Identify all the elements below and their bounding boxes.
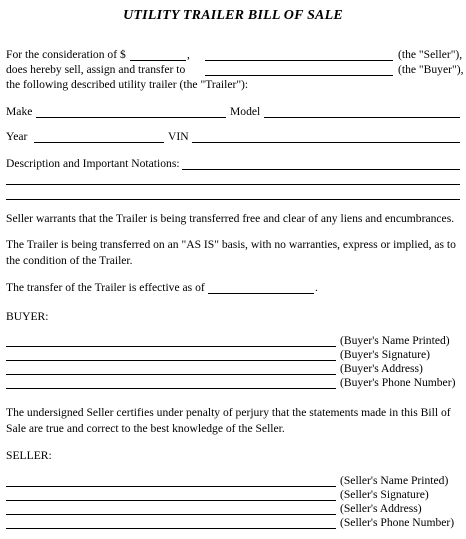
as-is-paragraph: The Trailer is being transferred on an "AS IS" basis, with no warranties, express or implied, as to the condition of the Trailer. — [6, 238, 456, 267]
document-title: UTILITY TRAILER BILL OF SALE — [123, 8, 343, 23]
buyer-phone-field[interactable] — [6, 388, 336, 389]
buyer-signature-field[interactable] — [6, 360, 336, 361]
consideration-amount-field[interactable] — [130, 60, 186, 61]
seller-heading: SELLER: — [6, 449, 52, 462]
description-field-line-2[interactable] — [6, 184, 460, 185]
buyer-name-field[interactable] — [205, 75, 393, 76]
buyer-name-printed-label: (Buyer's Name Printed) — [340, 334, 450, 347]
buyer-signature-label: (Buyer's Signature) — [340, 348, 430, 361]
buyer-tag: (the "Buyer"), — [398, 63, 464, 76]
buyer-address-field[interactable] — [6, 374, 336, 375]
buyer-heading: BUYER: — [6, 310, 49, 323]
effective-date-period: . — [315, 281, 318, 294]
make-label: Make — [6, 105, 33, 118]
description-field-line-3[interactable] — [6, 199, 460, 200]
trailer-described-text: the following described utility trailer (the "Trailer"): — [6, 78, 249, 91]
seller-signature-label: (Seller's Signature) — [340, 488, 429, 501]
buyer-name-printed-field[interactable] — [6, 346, 336, 347]
seller-tag: (the "Seller"), — [398, 48, 463, 61]
buyer-phone-label: (Buyer's Phone Number) — [340, 376, 456, 389]
model-field[interactable] — [264, 117, 460, 118]
buyer-address-label: (Buyer's Address) — [340, 362, 423, 375]
comma-text: , — [187, 48, 190, 61]
vin-field[interactable] — [192, 142, 460, 143]
seller-address-field[interactable] — [6, 514, 336, 515]
effective-date-label: The transfer of the Trailer is effective as of — [6, 281, 205, 294]
vin-label: VIN — [168, 130, 189, 143]
model-label: Model — [230, 105, 261, 118]
seller-signature-field[interactable] — [6, 500, 336, 501]
transfer-label: does hereby sell, assign and transfer to — [6, 63, 186, 76]
make-field[interactable] — [36, 117, 226, 118]
effective-date-field[interactable] — [208, 293, 314, 294]
year-label: Year — [6, 130, 28, 143]
description-field-line-1[interactable] — [182, 169, 460, 170]
year-field[interactable] — [34, 142, 164, 143]
warranty-paragraph: Seller warrants that the Trailer is being transferred free and clear of any liens and encumbrances. — [6, 212, 455, 225]
certification-paragraph: The undersigned Seller certifies under penalty of perjury that the statements made in this Bill of Sale are true and correct to the best knowledge of the Seller. — [6, 406, 451, 435]
seller-address-label: (Seller's Address) — [340, 502, 422, 515]
description-label: Description and Important Notations: — [6, 157, 180, 170]
consideration-label: For the consideration of $ — [6, 48, 126, 61]
seller-name-field[interactable] — [205, 60, 393, 61]
seller-name-printed-label: (Seller's Name Printed) — [340, 474, 449, 487]
seller-name-printed-field[interactable] — [6, 486, 336, 487]
seller-phone-field[interactable] — [6, 528, 336, 529]
seller-phone-label: (Seller's Phone Number) — [340, 516, 455, 529]
